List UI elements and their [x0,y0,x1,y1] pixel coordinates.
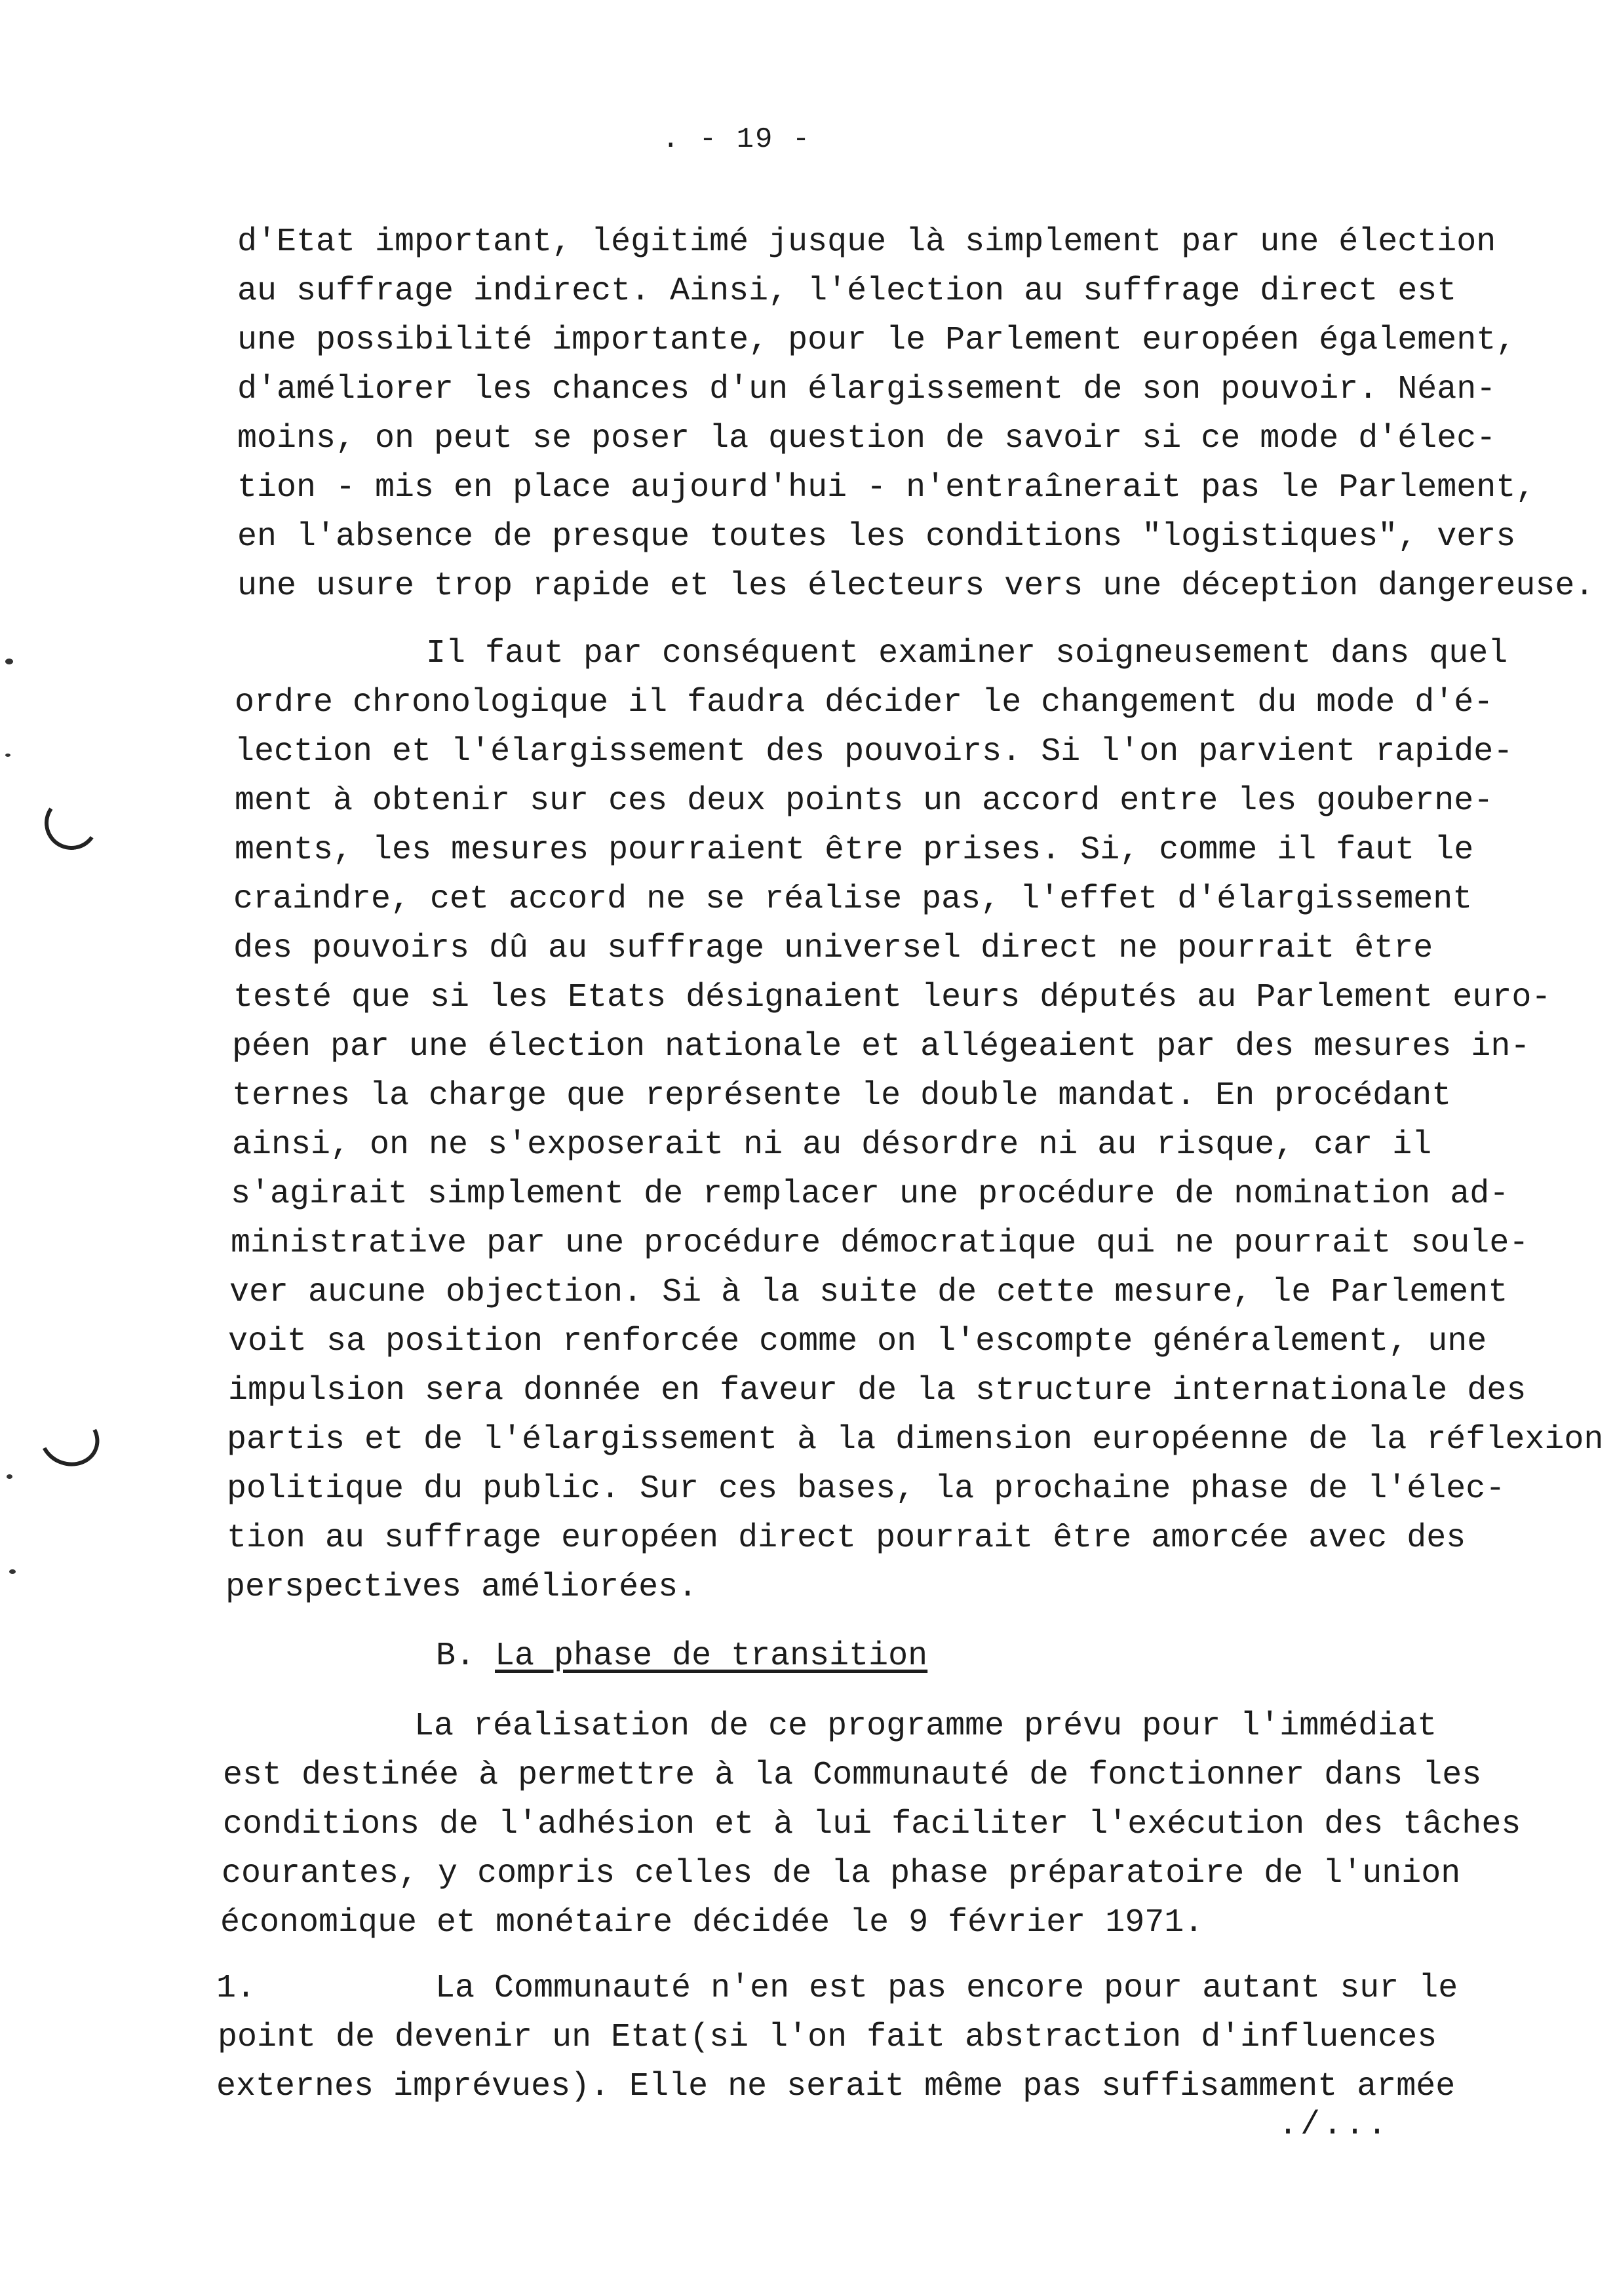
text-line: conditions de l'adhésion et à lui faciliter l'exécution des tâches [223,1806,1521,1843]
text-line: ver aucune objection. Si à la suite de cette mesure, le Parlement [229,1274,1508,1311]
continuation-mark: ./... [1278,2107,1390,2144]
text-line: péen par une élection nationale et allégeaient par des mesures in- [232,1028,1530,1065]
text-line: politique du public. Sur ces bases, la prochaine phase de l'élec- [227,1470,1506,1508]
text-line: ministrative par une procédure démocratique qui ne pourrait soule- [231,1225,1529,1262]
text-line: voit sa position renforcée comme on l'escompte généralement, une [228,1323,1487,1360]
text-line: perspectives améliorées. [225,1569,698,1606]
punch-hole-arc [32,1404,107,1475]
text-line: une possibilité importante, pour le Parlement européen également, [237,322,1516,359]
text-line: La réalisation de ce programme prévu pour l'immédiat [414,1708,1437,1745]
scan-mark [9,1569,16,1574]
section-title: La phase de transition [495,1637,928,1675]
point-number: 1. [216,1970,256,2007]
text-line: tion - mis en place aujourd'hui - n'entraînerait pas le Parlement, [237,469,1536,507]
text-line: partis et de l'élargissement à la dimension européenne de la réflexion [227,1421,1604,1459]
text-line: d'améliorer les chances d'un élargissement de son pouvoir. Néan- [237,371,1496,408]
text-line: ments, les mesures pourraient être prises. Si, comme il faut le [235,832,1474,869]
scan-mark [5,659,13,664]
text-line: point de devenir un Etat(si l'on fait abstraction d'influences [218,2019,1437,2056]
text-line: ternes la charge que représente le double mandat. En procédant [232,1077,1452,1115]
scan-mark [5,754,10,757]
section-heading [436,1637,927,1676]
text-line: externes imprévues). Elle ne serait même pas suffisamment armée [216,2068,1456,2105]
text-line: testé que si les Etats désignaient leurs députés au Parlement euro- [233,979,1551,1016]
text-line: s'agirait simplement de remplacer une procédure de nomination ad- [231,1176,1509,1213]
text-line: moins, on peut se poser la question de savoir si ce mode d'élec- [237,420,1496,457]
page-number: . - 19 - [662,123,811,156]
text-line: est destinée à permettre à la Communauté de fonctionner dans les [223,1757,1482,1794]
text-line: d'Etat important, légitimé jusque là simplement par une élection [237,223,1496,261]
text-line: une usure trop rapide et les électeurs vers une déception dangereuse. [237,567,1595,605]
text-line: Il faut par conséquent examiner soigneusement dans quel [426,635,1508,672]
text-line: au suffrage indirect. Ainsi, l'élection au suffrage direct est [237,273,1457,310]
punch-hole-arc [41,792,103,854]
text-line: en l'absence de presque toutes les conditions "logistiques", vers [237,518,1516,556]
text-line: des pouvoirs dû au suffrage universel direct ne pourrait être [233,930,1433,967]
section-label: B. [436,1637,476,1675]
text-line: ordre chronologique il faudra décider le changement du mode d'é- [235,684,1494,721]
text-line: craindre, cet accord ne se réalise pas, l'effet d'élargissement [233,881,1473,918]
text-line: lection et l'élargissement des pouvoirs. Si l'on parvient rapide- [235,733,1513,771]
text-line: impulsion sera donnée en faveur de la structure internationale des [228,1372,1527,1409]
text-line: tion au suffrage européen direct pourrait être amorcée avec des [227,1520,1466,1557]
text-line: ainsi, on ne s'exposerait ni au désordre ni au risque, car il [232,1126,1432,1164]
text-line: ment à obtenir sur ces deux points un accord entre les gouberne- [235,782,1494,820]
text-line: La Communauté n'en est pas encore pour autant sur le [435,1970,1458,2007]
text-line: économique et monétaire décidée le 9 février 1971. [220,1904,1204,1942]
scan-mark [7,1474,12,1479]
text-line: courantes, y compris celles de la phase préparatoire de l'union [222,1855,1461,1892]
